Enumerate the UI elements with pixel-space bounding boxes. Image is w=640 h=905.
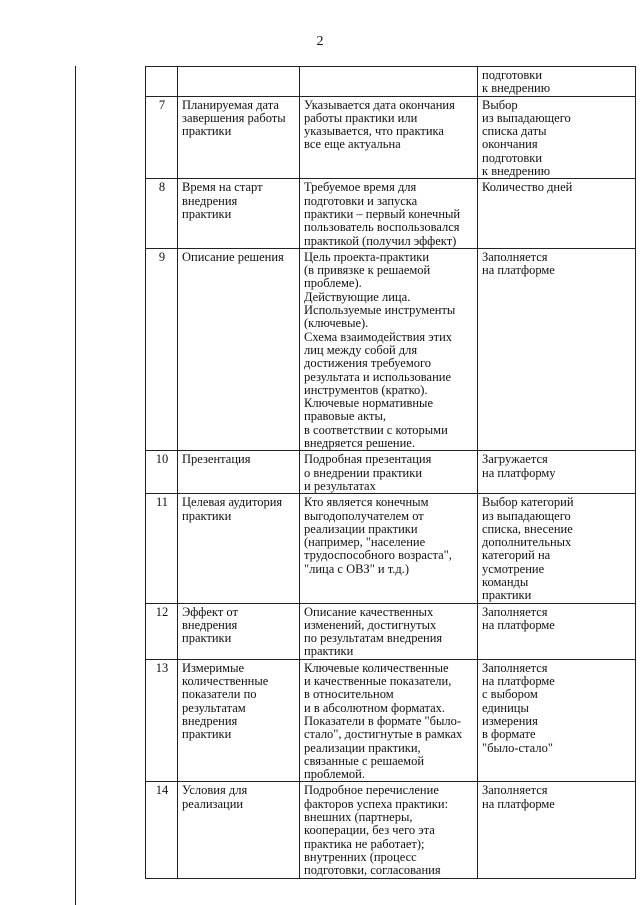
row-number: 12	[146, 603, 178, 659]
row-number: 14	[146, 782, 178, 878]
row-description: Подробное перечисление факторов успеха практики: внешних (партнеры, кооперации, без чего эта практика не работает); внутренних (процесс подготовки, согласования	[300, 782, 478, 878]
table-row	[146, 451, 636, 494]
row-fill-method: Загружается на платформу	[478, 451, 636, 494]
table-row	[146, 96, 636, 179]
row-number: 8	[146, 179, 178, 248]
specification-table	[145, 66, 636, 879]
row-fill-method: подготовки к внедрению	[478, 67, 636, 97]
row-field-name: Время на старт внедрения практики	[178, 179, 300, 248]
row-description: Описание качественных изменений, достигнутых по результатам внедрения практики	[300, 603, 478, 659]
row-description: Требуемое время для подготовки и запуска практики – первый конечный пользователь воспользовался практикой (получил эффект)	[300, 179, 478, 248]
row-number: 7	[146, 96, 178, 179]
table-row	[146, 782, 636, 878]
table-row	[146, 659, 636, 782]
row-description: Подробная презентация о внедрении практики и результатах	[300, 451, 478, 494]
row-description: Ключевые количественные и качественные показатели, в относительном и в абсолютном форматах. Показатели в формате "было- стало", достигнутые в рамках реализации практики, связанные с решаемой проблемой.	[300, 659, 478, 782]
row-number: 10	[146, 451, 178, 494]
row-description	[300, 67, 478, 97]
row-description: Указывается дата окончания работы практики или указывается, что практика все еще актуальна	[300, 96, 478, 179]
row-number	[146, 67, 178, 97]
table-row	[146, 179, 636, 248]
row-field-name: Целевая аудитория практики	[178, 494, 300, 603]
table-row	[146, 248, 636, 450]
row-fill-method: Заполняется на платформе	[478, 248, 636, 450]
row-fill-method: Заполняется на платформе с выбором единицы измерения в формате "было-стало"	[478, 659, 636, 782]
row-fill-method: Выбор из выпадающего списка даты окончания подготовки к внедрению	[478, 96, 636, 179]
row-number: 9	[146, 248, 178, 450]
row-field-name: Описание решения	[178, 248, 300, 450]
row-field-name: Презентация	[178, 451, 300, 494]
row-fill-method: Количество дней	[478, 179, 636, 248]
table-row	[146, 603, 636, 659]
row-field-name	[178, 67, 300, 97]
row-field-name: Эффект от внедрения практики	[178, 603, 300, 659]
row-field-name: Измеримые количественные показатели по результатам внедрения практики	[178, 659, 300, 782]
row-number: 13	[146, 659, 178, 782]
row-fill-method: Выбор категорий из выпадающего списка, внесение дополнительных категорий на усмотрение команды практики	[478, 494, 636, 603]
row-description: Цель проекта-практики (в привязке к решаемой проблеме). Действующие лица. Используемые инструменты (ключевые). Схема взаимодействия этих лиц между собой для достижения требуемого результата и использование инструментов (кратко). Ключевые нормативные правовые акты, в соответствии с которыми внедряется решение.	[300, 248, 478, 450]
left-margin-line	[75, 66, 76, 905]
row-field-name: Условия для реализации	[178, 782, 300, 878]
row-fill-method: Заполняется на платформе	[478, 603, 636, 659]
row-description: Кто является конечным выгодополучателем от реализации практики (например, "население трудоспособного возраста", "лица с ОВЗ" и т.д.)	[300, 494, 478, 603]
row-field-name: Планируемая дата завершения работы практики	[178, 96, 300, 179]
page-number: 2	[316, 34, 324, 49]
table-row	[146, 494, 636, 603]
row-fill-method: Заполняется на платформе	[478, 782, 636, 878]
row-number: 11	[146, 494, 178, 603]
table-row	[146, 67, 636, 97]
